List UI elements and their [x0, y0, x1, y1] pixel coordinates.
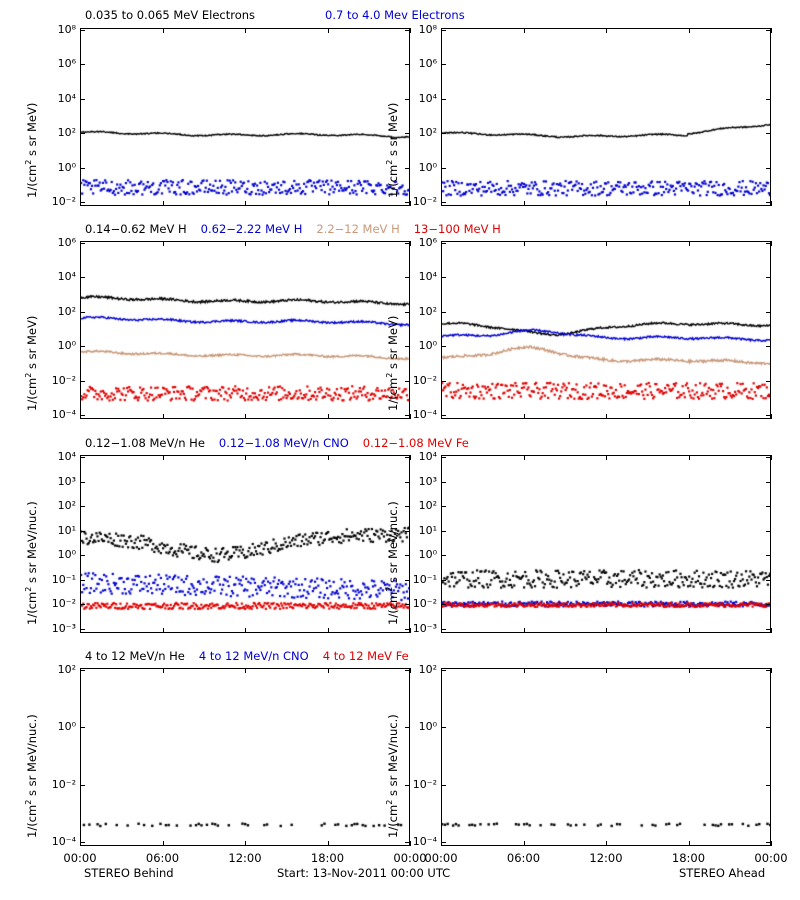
- plot-data-row2-right: [442, 242, 770, 418]
- ytick-mark: [80, 381, 85, 382]
- xtick-mark: [163, 201, 164, 206]
- plot-row4-right: [441, 668, 771, 846]
- xtick-mark: [163, 414, 164, 419]
- xtick-mark: [328, 201, 329, 206]
- xtick-mark: [524, 414, 525, 419]
- xtick-mark: [328, 241, 329, 246]
- ytick-label: 10¹: [418, 523, 437, 537]
- ytick-mark: [441, 580, 446, 581]
- xtick-label: 00:00: [63, 851, 97, 865]
- xtick-mark: [441, 241, 442, 246]
- ytick-mark: [441, 604, 446, 605]
- ytick-mark: [80, 346, 85, 347]
- xtick-mark: [328, 628, 329, 633]
- ytick-label: 10⁰: [57, 339, 76, 353]
- ytick-mark: [766, 555, 771, 556]
- ylabel-row3-right: $1/(cm^2$ s sr MeV/nuc.): [385, 501, 400, 625]
- xtick-mark: [771, 201, 772, 206]
- xtick-mark: [328, 841, 329, 846]
- ytick-mark: [766, 604, 771, 605]
- legend-row4-left: [85, 649, 409, 663]
- ytick-label: 10⁻²: [51, 195, 76, 208]
- ytick-mark: [766, 580, 771, 581]
- xtick-mark: [771, 414, 772, 419]
- legend-gap: [187, 222, 201, 236]
- ytick-mark: [766, 785, 771, 786]
- ytick-mark: [766, 482, 771, 483]
- xtick-mark: [328, 455, 329, 460]
- xtick-mark: [689, 841, 690, 846]
- xtick-mark: [441, 668, 442, 673]
- ytick-mark: [441, 133, 446, 134]
- plot-data-row2-left: [81, 242, 409, 418]
- ytick-mark: [441, 555, 446, 556]
- ytick-mark: [441, 99, 446, 100]
- ytick-label: 10⁻¹: [412, 572, 437, 586]
- xtick-mark: [689, 455, 690, 460]
- plot-row4-left: [80, 668, 410, 846]
- caption-stereo-behind: STEREO Behind: [84, 866, 174, 880]
- ytick-mark: [766, 64, 771, 65]
- xtick-mark: [441, 201, 442, 206]
- ylabel-row4-right: $1/(cm^2$ s sr MeV/nuc.): [385, 714, 400, 838]
- ytick-label: 10¹: [57, 523, 76, 537]
- plot-row3-left: [80, 455, 410, 633]
- xtick-mark: [689, 241, 690, 246]
- ytick-mark: [766, 531, 771, 532]
- ytick-mark: [766, 99, 771, 100]
- ytick-mark: [441, 64, 446, 65]
- xtick-mark: [524, 28, 525, 33]
- ytick-label: 10⁻⁴: [412, 835, 437, 848]
- ytick-label: 10⁶: [418, 236, 437, 249]
- ytick-label: 10⁻⁴: [412, 408, 437, 421]
- ytick-mark: [441, 312, 446, 313]
- ytick-mark: [80, 277, 85, 278]
- xtick-mark: [689, 201, 690, 206]
- legend-item: 4 to 12 MeV/n CNO: [198, 649, 309, 663]
- ylabel-row1-left: $1/(cm^2$ s sr MeV): [24, 102, 39, 198]
- ytick-mark: [80, 482, 85, 483]
- xtick-label: 18:00: [310, 851, 345, 865]
- xtick-mark: [689, 414, 690, 419]
- ytick-label: 10⁻²: [412, 195, 437, 208]
- ytick-label: 10⁻³: [51, 622, 76, 635]
- xtick-mark: [328, 668, 329, 673]
- xtick-mark: [771, 841, 772, 846]
- ytick-mark: [441, 531, 446, 532]
- xtick-mark: [80, 28, 81, 33]
- ytick-label: 10⁴: [418, 91, 437, 105]
- legend-row1-left: [85, 8, 255, 22]
- xtick-mark: [328, 28, 329, 33]
- xtick-mark: [163, 28, 164, 33]
- ytick-mark: [766, 168, 771, 169]
- xtick-mark: [689, 28, 690, 33]
- xtick-label: 18:00: [671, 851, 706, 865]
- legend-gap: [349, 436, 363, 450]
- xtick-label: 00:00: [754, 851, 788, 865]
- ytick-label: 10⁻²: [412, 777, 437, 791]
- ytick-mark: [766, 133, 771, 134]
- legend-gap: [185, 649, 199, 663]
- ytick-mark: [441, 381, 446, 382]
- xtick-mark: [524, 668, 525, 673]
- xtick-mark: [245, 628, 246, 633]
- ylabel-row2-right: $1/(cm^2$ s sr MeV): [385, 315, 400, 411]
- ytick-label: 10²: [418, 304, 437, 318]
- ytick-label: 10⁰: [57, 720, 76, 734]
- ytick-label: 10⁴: [418, 270, 437, 284]
- ytick-label: 10⁻³: [412, 622, 437, 635]
- ytick-label: 10⁴: [418, 450, 437, 463]
- plot-data-row1-right: [442, 29, 770, 205]
- legend-gap: [205, 436, 219, 450]
- ylabel-row3-left: $1/(cm^2$ s sr MeV/nuc.): [24, 501, 39, 625]
- ytick-label: 10²: [418, 499, 437, 513]
- ytick-mark: [80, 133, 85, 134]
- legend-gap: [309, 649, 323, 663]
- ytick-label: 10⁴: [57, 91, 76, 105]
- xtick-mark: [441, 455, 442, 460]
- legend-item: 0.14−0.62 MeV H: [85, 222, 187, 236]
- plot-row1-left: [80, 28, 410, 206]
- ytick-mark: [80, 99, 85, 100]
- xtick-mark: [606, 628, 607, 633]
- plot-row1-right: [441, 28, 771, 206]
- plot-data-row4-right: [442, 669, 770, 845]
- plot-data-row4-left: [81, 669, 409, 845]
- ytick-mark: [766, 312, 771, 313]
- xtick-mark: [689, 668, 690, 673]
- legend-item: 13−100 MeV H: [413, 222, 501, 236]
- ytick-label: 10⁻²: [51, 597, 76, 611]
- ytick-mark: [80, 604, 85, 605]
- xtick-mark: [606, 455, 607, 460]
- ytick-label: 10⁶: [57, 57, 76, 71]
- ytick-mark: [766, 727, 771, 728]
- legend-item: 4 to 12 MeV Fe: [322, 649, 409, 663]
- ytick-label: 10⁶: [418, 57, 437, 71]
- ytick-label: 10²: [57, 663, 76, 676]
- xtick-mark: [163, 841, 164, 846]
- legend-item: 0.12−1.08 MeV/n He: [85, 436, 205, 450]
- ytick-mark: [441, 727, 446, 728]
- ytick-mark: [80, 727, 85, 728]
- ytick-label: 10⁰: [418, 720, 437, 734]
- plot-row3-right: [441, 455, 771, 633]
- xtick-mark: [606, 201, 607, 206]
- ytick-label: 10³: [418, 474, 437, 488]
- ytick-label: 10²: [57, 126, 76, 140]
- ytick-label: 10⁰: [57, 160, 76, 174]
- ytick-label: 10⁻²: [412, 597, 437, 611]
- xtick-mark: [80, 628, 81, 633]
- ytick-mark: [441, 346, 446, 347]
- ytick-mark: [766, 381, 771, 382]
- xtick-mark: [771, 628, 772, 633]
- ytick-label: 10⁰: [57, 548, 76, 562]
- ytick-label: 10⁻²: [51, 373, 76, 387]
- ytick-label: 10⁰: [418, 548, 437, 562]
- ytick-mark: [80, 555, 85, 556]
- xtick-mark: [328, 414, 329, 419]
- xtick-mark: [524, 455, 525, 460]
- ytick-label: 10⁻⁴: [51, 408, 76, 421]
- xtick-mark: [771, 28, 772, 33]
- ytick-mark: [766, 277, 771, 278]
- xtick-mark: [441, 841, 442, 846]
- xtick-mark: [245, 455, 246, 460]
- ytick-mark: [766, 346, 771, 347]
- xtick-mark: [80, 455, 81, 460]
- legend-item: 0.12−1.08 MeV/n CNO: [218, 436, 349, 450]
- plot-data-row1-left: [81, 29, 409, 205]
- ytick-label: 10⁶: [57, 236, 76, 249]
- xtick-mark: [163, 628, 164, 633]
- xtick-mark: [80, 241, 81, 246]
- legend-item: 0.035 to 0.065 MeV Electrons: [85, 8, 256, 22]
- ytick-label: 10⁻²: [51, 777, 76, 791]
- legend-row1-right: [325, 8, 465, 22]
- ylabel-row1-right: $1/(cm^2$ s sr MeV): [385, 102, 400, 198]
- ytick-label: 10³: [57, 474, 76, 488]
- ytick-mark: [441, 785, 446, 786]
- xtick-mark: [80, 414, 81, 419]
- xtick-mark: [771, 241, 772, 246]
- ytick-mark: [80, 531, 85, 532]
- ytick-label: 10²: [57, 499, 76, 513]
- ytick-label: 10⁻⁴: [51, 835, 76, 848]
- legend-item: 0.62−2.22 MeV H: [200, 222, 303, 236]
- ytick-label: 10⁴: [57, 450, 76, 463]
- ylabel-row4-left: $1/(cm^2$ s sr MeV/nuc.): [24, 714, 39, 838]
- plot-row2-left: [80, 241, 410, 419]
- xtick-mark: [771, 668, 772, 673]
- xtick-mark: [606, 28, 607, 33]
- xtick-mark: [245, 28, 246, 33]
- xtick-mark: [524, 841, 525, 846]
- ytick-label: 10⁸: [418, 23, 437, 36]
- ytick-label: 10²: [418, 663, 437, 676]
- xtick-mark: [245, 201, 246, 206]
- plot-data-row3-right: [442, 456, 770, 632]
- plot-data-row3-left: [81, 456, 409, 632]
- ytick-label: 10²: [57, 304, 76, 318]
- xtick-mark: [524, 241, 525, 246]
- xtick-label: 06:00: [145, 851, 180, 865]
- xtick-mark: [441, 628, 442, 633]
- ytick-mark: [80, 785, 85, 786]
- ytick-mark: [80, 312, 85, 313]
- xtick-mark: [606, 414, 607, 419]
- xtick-mark: [245, 414, 246, 419]
- xtick-label: 12:00: [228, 851, 262, 865]
- xtick-mark: [80, 841, 81, 846]
- ytick-mark: [80, 580, 85, 581]
- xtick-mark: [606, 841, 607, 846]
- ytick-mark: [441, 506, 446, 507]
- legend-row3-left: [85, 436, 469, 450]
- xtick-label: 12:00: [589, 851, 623, 865]
- xtick-mark: [689, 628, 690, 633]
- ytick-mark: [80, 168, 85, 169]
- xtick-mark: [163, 241, 164, 246]
- ytick-label: 10⁰: [418, 160, 437, 174]
- ytick-label: 10⁰: [418, 339, 437, 353]
- xtick-mark: [441, 414, 442, 419]
- legend-row2-left: [85, 222, 501, 236]
- ytick-mark: [441, 277, 446, 278]
- xtick-mark: [80, 668, 81, 673]
- legend-item: 0.12−1.08 MeV Fe: [362, 436, 469, 450]
- caption-start-time: Start: 13-Nov-2011 00:00 UTC: [277, 866, 451, 880]
- legend-item: 0.7 to 4.0 Mev Electrons: [325, 8, 465, 22]
- xtick-mark: [524, 628, 525, 633]
- xtick-label: 06:00: [506, 851, 541, 865]
- xtick-mark: [441, 28, 442, 33]
- xtick-mark: [163, 668, 164, 673]
- xtick-mark: [163, 455, 164, 460]
- ytick-mark: [80, 64, 85, 65]
- ytick-label: 10²: [418, 126, 437, 140]
- xtick-mark: [245, 668, 246, 673]
- xtick-mark: [771, 455, 772, 460]
- xtick-mark: [524, 201, 525, 206]
- legend-item: 2.2−12 MeV H: [316, 222, 400, 236]
- xtick-mark: [80, 201, 81, 206]
- legend-gap: [302, 222, 316, 236]
- xtick-label: 00:00: [424, 851, 458, 865]
- ytick-mark: [441, 482, 446, 483]
- ytick-mark: [80, 506, 85, 507]
- ytick-label: 10⁻¹: [51, 572, 76, 586]
- ylabel-row2-left: $1/(cm^2$ s sr MeV): [24, 315, 39, 411]
- ytick-label: 10⁻²: [412, 373, 437, 387]
- ytick-mark: [441, 168, 446, 169]
- ytick-label: 10⁸: [57, 23, 76, 36]
- xtick-label: 00:00: [393, 851, 427, 865]
- xtick-mark: [245, 841, 246, 846]
- caption-stereo-ahead: STEREO Ahead: [679, 866, 766, 880]
- xtick-mark: [245, 241, 246, 246]
- xtick-mark: [606, 668, 607, 673]
- legend-item: 4 to 12 MeV/n He: [85, 649, 185, 663]
- plot-row2-right: [441, 241, 771, 419]
- ytick-mark: [766, 506, 771, 507]
- ytick-label: 10⁴: [57, 270, 76, 284]
- legend-gap: [400, 222, 414, 236]
- xtick-mark: [606, 241, 607, 246]
